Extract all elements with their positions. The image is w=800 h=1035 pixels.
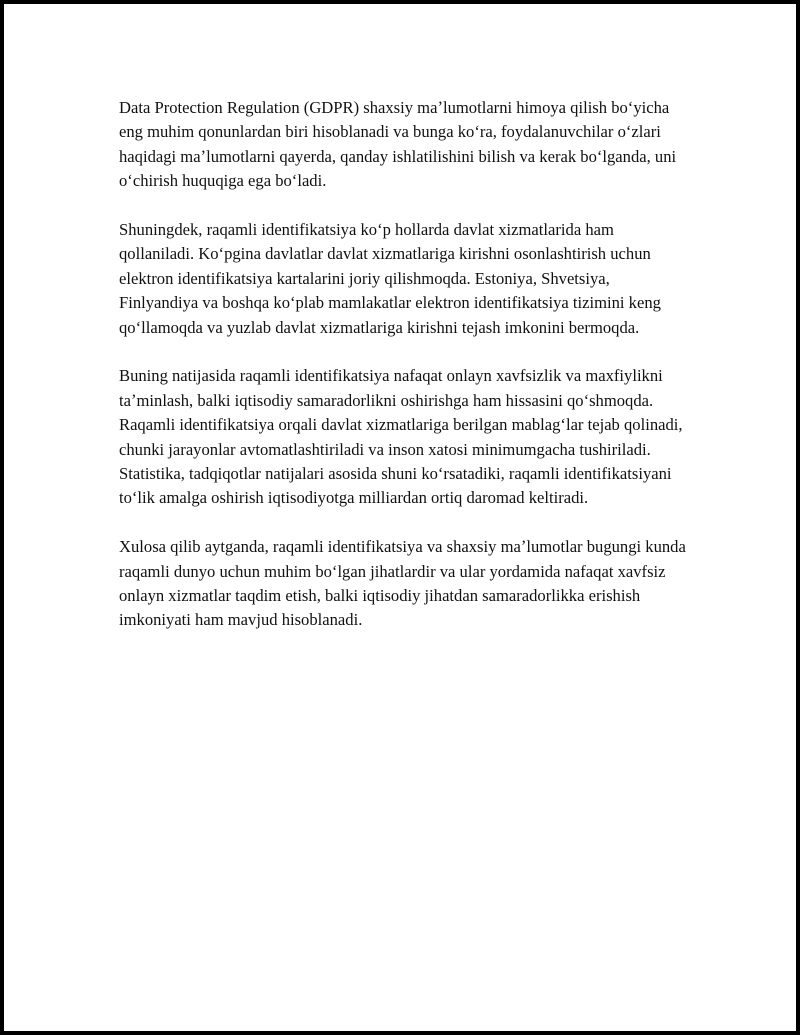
paragraph-4: Xulosa qilib aytganda, raqamli identifikatsiya va shaxsiy maʼlumotlar bugungi kunda raqamli dunyo uchun muhim boʻlgan jihatlardir va ular yordamida nafaqat xavfsiz onlayn xizmatlar taqdim etish, balki iqtisodiy jihatdan samaradorlikka erishish imkoniyati ham mavjud hisoblanadi. bbox=[119, 537, 686, 630]
document-body bbox=[119, 96, 689, 657]
paragraph-3: Buning natijasida raqamli identifikatsiya nafaqat onlayn xavfsizlik va maxfiylikni taʼminlash, balki iqtisodiy samaradorlikni oshirishga ham hissasini qoʻshmoqda. Raqamli identifikatsiya orqali davlat xizmatlariga berilgan mablagʻlar tejab qolinadi, chunki jarayonlar avtomatlashtiriladi va inson xatosi minimumgacha tushiriladi. Statistika, tadqiqotlar natijalari asosida shuni koʻrsatadiki, raqamli identifikatsiyani toʻlik amalga oshirish iqtisodiyotga milliardan ortiq daromad keltiradi. bbox=[119, 366, 683, 508]
paragraph-1: Data Protection Regulation (GDPR) shaxsiy maʼlumotlarni himoya qilish boʻyicha eng muhim qonunlardan biri hisoblanadi va bunga koʻra, foydalanuvchilar oʻzlari haqidagi maʼlumotlarni qayerda, qanday ishlatilishini bilish va kerak boʻlganda, uni oʻchirish huquqiga ega boʻladi. bbox=[119, 98, 677, 191]
paragraph-2: Shuningdek, raqamli identifikatsiya koʻp hollarda davlat xizmatlarida ham qollaniladi. Koʻpgina davlatlar davlat xizmatlariga kirishni osonlashtirish uchun elektron identifikatsiya kartalarini joriy qilishmoqda. Estoniya, Shvetsiya, Finlyandiya va boshqa koʻplab mamlakatlar elektron identifikatsiya tizimini keng qoʻllamoqda va yuzlab davlat xizmatlariga kirishni tejash imkonini bermoqda. bbox=[119, 220, 661, 337]
